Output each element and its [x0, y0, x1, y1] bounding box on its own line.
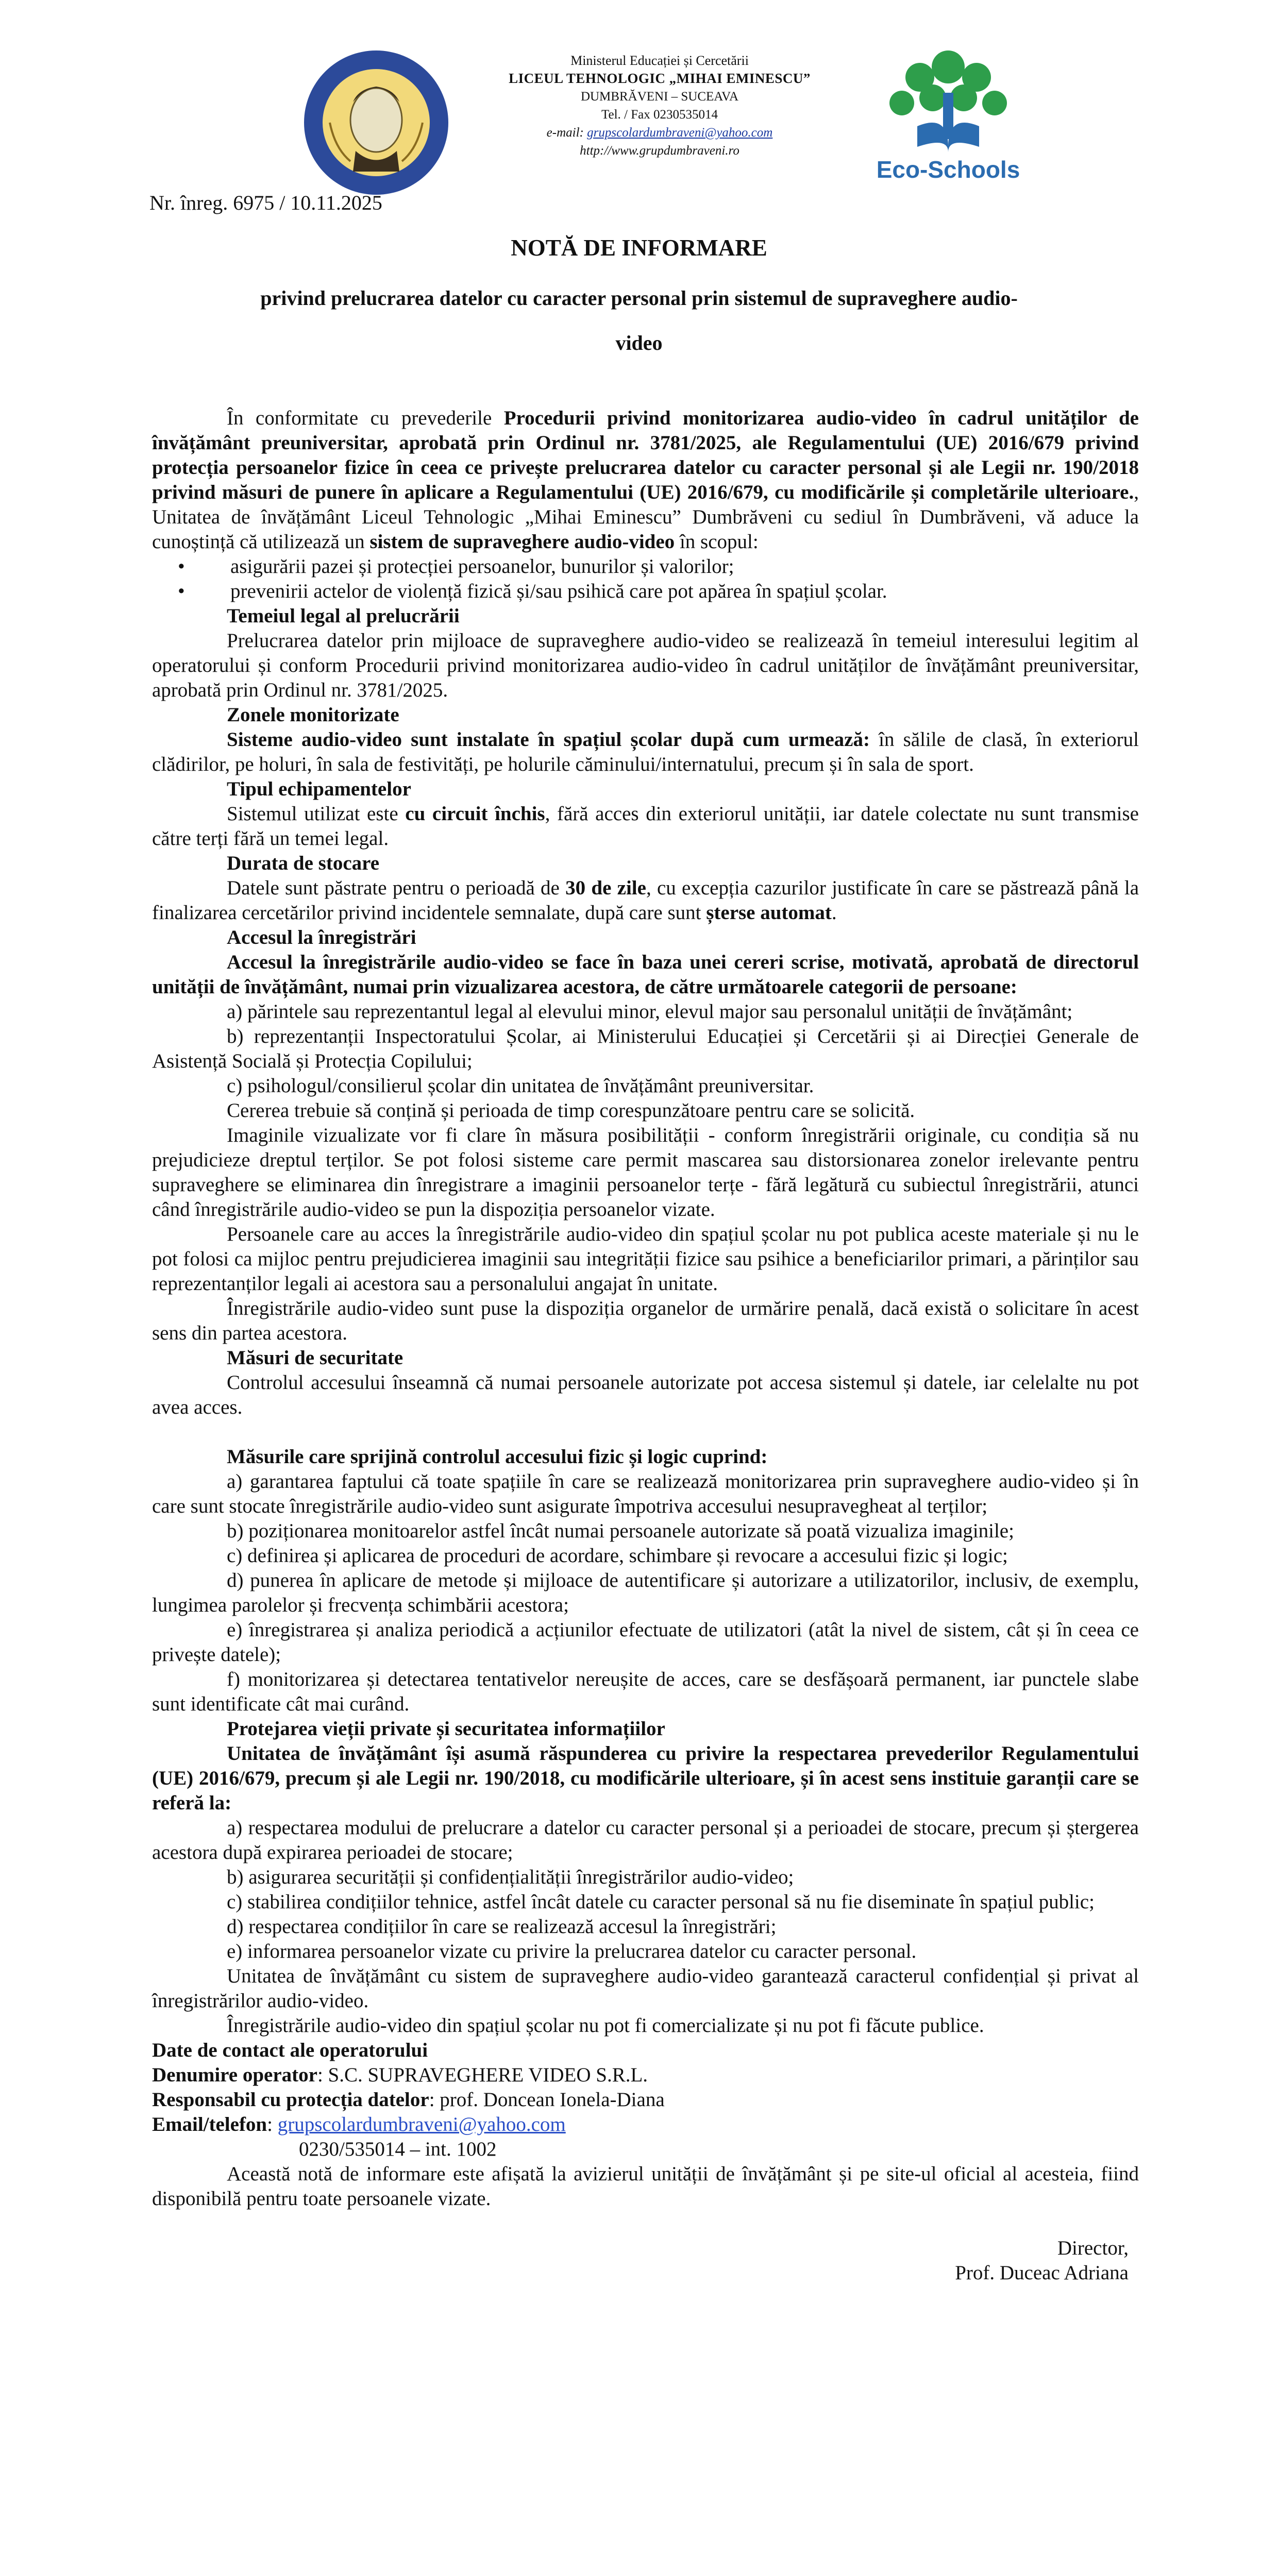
- access-prosecution: Înregistrările audio-video sunt puse la dispoziția organelor de urmărire penală, dacă există o solicitare în acest sens din partea acestora.: [152, 1297, 1139, 1344]
- privacy-intro: Unitatea de învățământ își asumă răspunderea cu privire la respectarea prevederilor Regulamentului (UE) 2016/679, precum și ale Legii nr. 190/2018, cu modificările ulterioare, și în acest sens instituie garanții care se referă la:: [152, 1742, 1139, 1814]
- purpose-list: [152, 554, 1139, 604]
- document-title: NOTĂ DE INFORMARE: [511, 235, 767, 261]
- dpo-value: : prof. Doncean Ionela-Diana: [429, 2089, 665, 2111]
- zones-bold-text: Sisteme audio-video sunt instalate în spațiul școlar după cum urmează:: [227, 728, 870, 751]
- storage-deleted: șterse automat: [706, 902, 832, 924]
- intro-text-3: în scopul:: [675, 531, 759, 553]
- equipment-text-1: Sistemul utilizat este: [227, 803, 406, 825]
- security-heading: Măsuri de securitate: [227, 1347, 403, 1369]
- school-website-link[interactable]: http://www.grupdumbraveni.ro: [580, 144, 739, 158]
- security-measures-heading: Măsurile care sprijină controlul accesului fizic și logic cuprind:: [227, 1446, 768, 1468]
- email-label: e-mail:: [546, 126, 587, 140]
- list-item: a) respectarea modului de prelucrare a datelor cu caracter personal și a perioadei de stocare, precum și ștergerea acestora după expirarea perioadei de stocare;: [152, 1817, 1139, 1863]
- eco-schools-logo: [871, 36, 1025, 196]
- storage-paragraph: [152, 876, 1139, 925]
- school-phone: Tel. / Fax 0230535014: [601, 108, 718, 122]
- intro-paragraph: [152, 406, 1139, 554]
- security-text: Controlul accesului înseamnă că numai persoanele autorizate pot accesa sistemul și datele, iar celelalte nu pot avea acces.: [152, 1371, 1139, 1418]
- school-name: LICEUL TEHNOLOGIC „MIHAI EMINESCU”: [509, 71, 811, 86]
- list-item: e) informarea persoanelor vizate cu privire la prelucrarea datelor cu caracter personal.: [227, 1940, 917, 1962]
- dpo-label: Responsabil cu protecția datelor: [152, 2089, 429, 2111]
- storage-text-1: Datele sunt păstrate pentru o perioadă de: [227, 877, 566, 899]
- list-item: c) psihologul/consilierul școlar din unitatea de învățământ preuniversitar.: [227, 1075, 814, 1097]
- contact-email: [152, 2112, 1139, 2137]
- list-item: f) monitorizarea și detectarea tentativelor nereușite de acces, care se desfășoară permanent, iar punctele slabe sunt identificate cât mai curând.: [152, 1668, 1139, 1715]
- storage-duration: 30 de zile: [565, 877, 646, 899]
- list-item: b) asigurarea securității și confidențialității înregistrărilor audio-video;: [227, 1866, 794, 1888]
- list-item: b) reprezentanții Inspectoratului Școlar, ai Ministerului Educației și Cercetării și ai Direcției Generale de Asistență Socială și Protecția Copilului;: [152, 1025, 1139, 1072]
- email-label: Email/telefon: [152, 2113, 267, 2136]
- access-restrictions: Persoanele care au acces la înregistrările audio-video din spațiul școlar nu pot publica aceste materiale și nu le pot folosi ca mijloc pentru prejudicierea imaginii sau integrității fizice sau psihice a beneficiarilor primari, a părinților sau reprezentanților legali ai acestora sau a personalului angajat în unitate.: [152, 1223, 1139, 1295]
- school-email-line: [464, 124, 855, 142]
- privacy-no-commercial: Înregistrările audio-video din spațiul școlar nu pot fi comercializate și nu pot fi făcute publice.: [227, 2014, 984, 2037]
- equipment-text-2: , fără acces din exteriorul unității, iar datele colectate nu sunt transmise către terți fără un temei legal.: [152, 803, 1139, 850]
- zones-paragraph: [152, 727, 1139, 777]
- access-request-period: Cererea trebuie să conțină și perioada de timp corespunzătoare pentru care se solicită.: [227, 1099, 915, 1122]
- operator-label: Denumire operator: [152, 2064, 317, 2086]
- legal-basis-heading: Temeiul legal al prelucrării: [227, 605, 460, 627]
- signer-name: Prof. Duceac Adriana: [955, 2262, 1129, 2284]
- list-item: c) definirea și aplicarea de proceduri de acordare, schimbare și revocare a accesului fizic și logic;: [227, 1545, 1008, 1567]
- school-crest-logo: [299, 45, 453, 200]
- equipment-paragraph: [152, 802, 1139, 851]
- intro-text-2: , Unitatea de învățământ Liceul Tehnologic „Mihai Eminescu” Dumbrăveni cu sediul în Dumbrăveni, vă aduce la cunoștință că utilizează un: [152, 481, 1139, 553]
- equipment-circuit: cu circuit închis: [405, 803, 545, 825]
- access-image-clarity: Imaginile vizualizate vor fi clare în măsura posibilității - conform înregistrării originale, cu condiția să nu prejudicieze dreptul terților. Se pot folosi sisteme care permit mascarea sau distorsionarea zonelor irelevante pentru supraveghere se eliminarea din înregistrare a imaginii persoanelor terțe - fără legătură cu subiectul înregistrării, atunci când înregistrările audio-video se pun la dispoziția persoanelor vizate.: [152, 1124, 1139, 1221]
- school-location: DUMBRĂVENI – SUCEAVA: [580, 90, 739, 104]
- zones-text: în sălile de clasă, în exteriorul clădirilor, pe holuri, în sala de festivități, pe holurile căminului/internatului, precum și în sala de sport.: [152, 728, 1139, 775]
- list-item: • prevenirii actelor de violență fizică și/sau psihică care pot apărea în spațiul școlar.: [214, 579, 1139, 604]
- list-item: d) punerea în aplicare de metode și mijloace de autentificare și autorizare a utilizatorilor, inclusiv, de exemplu, lungimea parolelor și frecvența schimbării acestora;: [152, 1569, 1139, 1616]
- list-item: a) părintele sau reprezentantul legal al elevului minor, elevul major sau personalul unității de învățământ;: [227, 1001, 1073, 1023]
- email-separator: :: [267, 2113, 278, 2136]
- privacy-heading: Protejarea vieții private și securitatea informațiilor: [227, 1718, 665, 1740]
- signer-role: Director,: [1057, 2237, 1129, 2259]
- school-email-link[interactable]: grupscolardumbraveni@yahoo.com: [587, 126, 773, 140]
- intro-system-name: sistem de supraveghere audio-video: [369, 531, 675, 553]
- storage-heading: Durata de stocare: [227, 852, 380, 874]
- school-info-block: [464, 52, 855, 160]
- legal-basis-text: Prelucrarea datelor prin mijloace de supraveghere audio-video se realizează în temeiul interesului legitim al operatorului și conform Procedurii privind monitorizarea audio-video în cadrul unităților de învățământ preuniversitar, aprobată prin Ordinul nr. 3781/2025.: [152, 630, 1139, 701]
- contact-dpo: [152, 2088, 1139, 2112]
- contact-operator: [152, 2063, 1139, 2088]
- storage-text-3: .: [831, 902, 837, 924]
- registration-number: Nr. înreg. 6975 / 10.11.2025: [149, 191, 382, 214]
- list-item: c) stabilirea condițiilor tehnice, astfel încât datele cu caracter personal să nu fie diseminate în spațiul public;: [227, 1891, 1095, 1913]
- ministry-name: Ministerul Educației și Cercetării: [570, 53, 749, 68]
- footer-note: Această notă de informare este afișată la avizierul unității de învățământ și pe site-ul oficial al acesteia, fiind disponibilă pentru toate persoanele vizate.: [152, 2163, 1139, 2210]
- eco-schools-label: Eco-Schools: [876, 156, 1020, 183]
- contact-email-link[interactable]: grupscolardumbraveni@yahoo.com: [277, 2113, 566, 2136]
- access-intro: Accesul la înregistrările audio-video se face în baza unei cereri scrise, motivată, aprobată de directorul unității de învățământ, numai prin vizualizarea acestora, de către următoarele categorii de persoane:: [152, 951, 1139, 998]
- intro-legal-refs: Procedurii privind monitorizarea audio-video în cadrul unităților de învățământ preuniversitar, aprobată prin Ordinul nr. 3781/2025, ale Regulamentului (UE) 2016/679 privind protecția persoanelor fizice în ceea ce privește prelucrarea datelor cu caracter personal și ale Legii nr. 190/2018 privind măsuri de punere în aplicare a Regulamentului (UE) 2016/679, cu modificările și completările ulterioare.: [152, 407, 1139, 503]
- list-item: a) garantarea faptului că toate spațiile în care se realizează monitorizarea prin supraveghere audio-video și în care sunt stocate înregistrările audio-video sunt asigurate împotriva accesului nesupravegheat al terților;: [152, 1470, 1139, 1517]
- equipment-heading: Tipul echipamentelor: [227, 778, 411, 800]
- storage-text-2: , cu excepția cazurilor justificate în care se păstrează până la finalizarea cercetărilor privind incidentele semnalate, după care sunt: [152, 877, 1139, 924]
- document-subtitle: privind prelucrarea datelor cu caracter personal prin sistemul de supraveghere audio-video: [260, 286, 1018, 354]
- privacy-confidentiality: Unitatea de învățământ cu sistem de supraveghere audio-video garantează caracterul confidențial și privat al înregistrărilor audio-video.: [152, 1965, 1139, 2012]
- access-heading: Accesul la înregistrări: [227, 926, 416, 948]
- contact-phone: 0230/535014 – int. 1002: [299, 2138, 497, 2160]
- list-item: • asigurării pazei și protecției persoanelor, bunurilor și valorilor;: [214, 554, 1139, 579]
- zones-heading: Zonele monitorizate: [227, 704, 399, 726]
- contact-heading: Date de contact ale operatorului: [152, 2039, 428, 2061]
- operator-value: : S.C. SUPRAVEGHERE VIDEO S.R.L.: [317, 2064, 648, 2086]
- intro-text-1: În conformitate cu prevederile: [227, 407, 504, 429]
- list-item: d) respectarea condițiilor în care se realizează accesul la înregistrări;: [227, 1916, 777, 1938]
- document-body: [152, 406, 1139, 2285]
- list-item: b) poziționarea monitoarelor astfel încât numai persoanele autorizate să poată vizualiza imaginile;: [227, 1520, 1014, 1542]
- list-item: e) înregistrarea și analiza periodică a acțiunilor efectuate de utilizatori (atât la nivel de sistem, cât și în ceea ce privește datele);: [152, 1619, 1139, 1666]
